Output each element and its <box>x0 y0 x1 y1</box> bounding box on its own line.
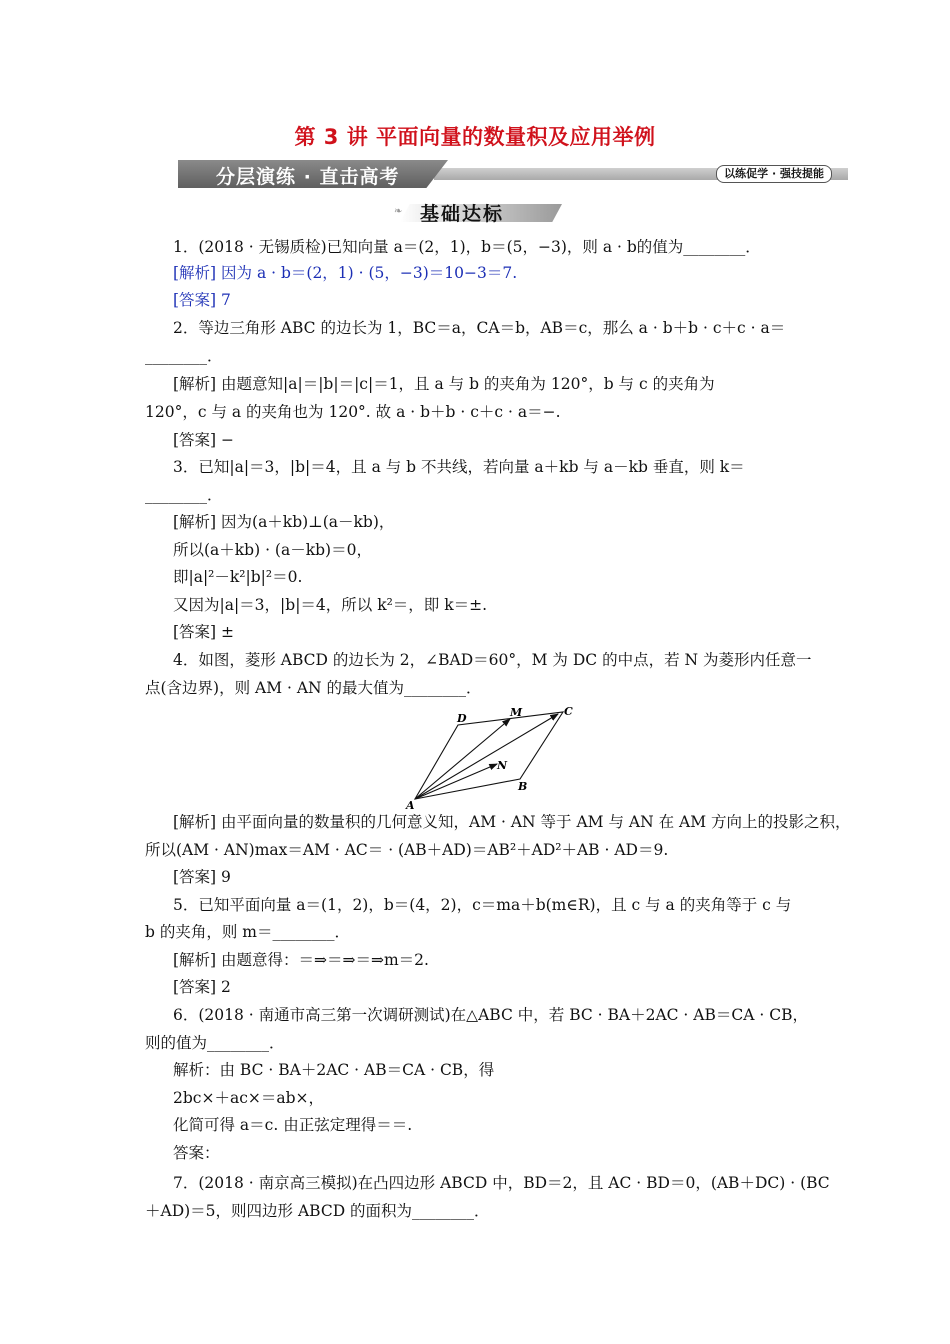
text-line: ＋AD)＝5，则四边形 ABCD 的面积为________． <box>145 1202 490 1220</box>
text-line: [解析] 因为(a＋kb)⊥(a－kb)， <box>173 513 395 531</box>
text-line: 3．已知|a|＝3，|b|＝4，且 a 与 b 不共线，若向量 a＋kb 与 a－kb 垂直，则 k＝ <box>173 458 745 476</box>
text-line: ________． <box>145 486 223 504</box>
text-line: 化简可得 a＝c. 由正弦定理得＝＝. <box>173 1116 413 1134</box>
section-banner <box>178 160 848 188</box>
section-heading <box>394 199 562 225</box>
text-line: [解析] 由题意知|a|＝|b|＝|c|＝1，且 a 与 b 的夹角为 120°，b 与 c 的夹角为 <box>173 375 715 393</box>
rhombus-figure <box>400 702 590 810</box>
text-line: 120°，c 与 a 的夹角也为 120°. 故 a · b＋b · c＋c · a＝−. <box>145 403 561 421</box>
text-line: 解析：由 BC · BA＋2AC · AB＝CA · CB，得 <box>173 1061 495 1079</box>
text-line: [解析] 由平面向量的数量积的几何意义知，AM · AN 等于 AM 与 AN 在 AM 方向上的投影之积， <box>173 813 851 831</box>
page-title: 第 3 讲 平面向量的数量积及应用举例 <box>294 125 656 149</box>
text-line: [解析] 因为 a · b＝(2，1) · (5，−3)＝10−3＝7. <box>173 264 518 282</box>
text-line: [答案] − <box>173 431 235 449</box>
text-line: 答案： <box>173 1144 220 1162</box>
banner-tag: 以练促学 · 强技提能 <box>716 165 832 183</box>
label-d: D <box>457 712 467 725</box>
text-line: [答案] ± <box>173 623 235 641</box>
text-line: 则的值为________． <box>145 1034 285 1052</box>
label-a: A <box>406 799 415 810</box>
text-line: 点(含边界)，则 AM · AN 的最大值为________． <box>145 679 482 697</box>
text-line: 所以(a＋kb) · (a－kb)＝0， <box>173 541 372 559</box>
text-line: 又因为|a|＝3，|b|＝4，所以 k²＝，即 k＝±. <box>173 596 488 614</box>
banner-left-text: 分层演练 · 直击高考 <box>216 166 400 188</box>
text-line: [解析] 由题意得：＝⇒＝⇒＝⇒m＝2. <box>173 951 429 969</box>
leaf-icon: ❧ <box>394 206 403 217</box>
text-line: b 的夹角，则 m＝________． <box>145 923 350 941</box>
text-line: [答案] 2 <box>173 978 231 996</box>
text-line: [答案] 9 <box>173 868 231 886</box>
text-line: 7．(2018 · 南京高三模拟)在凸四边形 ABCD 中，BD＝2，且 AC · BD＝0，(AB＋DC) · (BC <box>173 1174 830 1192</box>
text-line: 2．等边三角形 ABC 的边长为 1，BC＝a，CA＝b，AB＝c，那么 a · b＋b · c＋c · a＝ <box>173 319 786 337</box>
label-m: M <box>510 706 523 719</box>
text-line: 即|a|²－k²|b|²＝0. <box>173 568 303 586</box>
label-n: N <box>497 759 508 772</box>
vector-an <box>415 764 497 799</box>
text-line: 2bc×＋ac×＝ab×， <box>173 1089 325 1107</box>
label-c: C <box>564 705 573 718</box>
text-line: ________． <box>145 347 223 365</box>
text-line: 4．如图，菱形 ABCD 的边长为 2，∠BAD＝60°，M 为 DC 的中点，若 N 为菱形内任意一 <box>173 651 812 669</box>
text-line: [答案] 7 <box>173 291 231 309</box>
vector-ac <box>415 714 558 799</box>
section-heading-text: 基础达标 <box>420 203 505 225</box>
label-b: B <box>518 780 528 793</box>
text-line: 6．(2018 · 南通市高三第一次调研测试)在△ABC 中，若 BC · BA＋2AC · AB＝CA · CB， <box>173 1006 808 1024</box>
text-line: 5．已知平面向量 a＝(1，2)，b＝(4，2)，c＝ma＋b(m∈R)，且 c 与 a 的夹角等于 c 与 <box>173 896 792 914</box>
text-line: 所以(AM · AN)max＝AM · AC＝ · (AB＋AD)＝AB²＋AD²＋AB · AD＝9. <box>145 841 669 859</box>
vector-am <box>415 719 510 799</box>
text-line: 1．(2018 · 无锡质检)已知向量 a＝(2，1)，b＝(5，−3)，则 a · b的值为________． <box>173 238 761 256</box>
